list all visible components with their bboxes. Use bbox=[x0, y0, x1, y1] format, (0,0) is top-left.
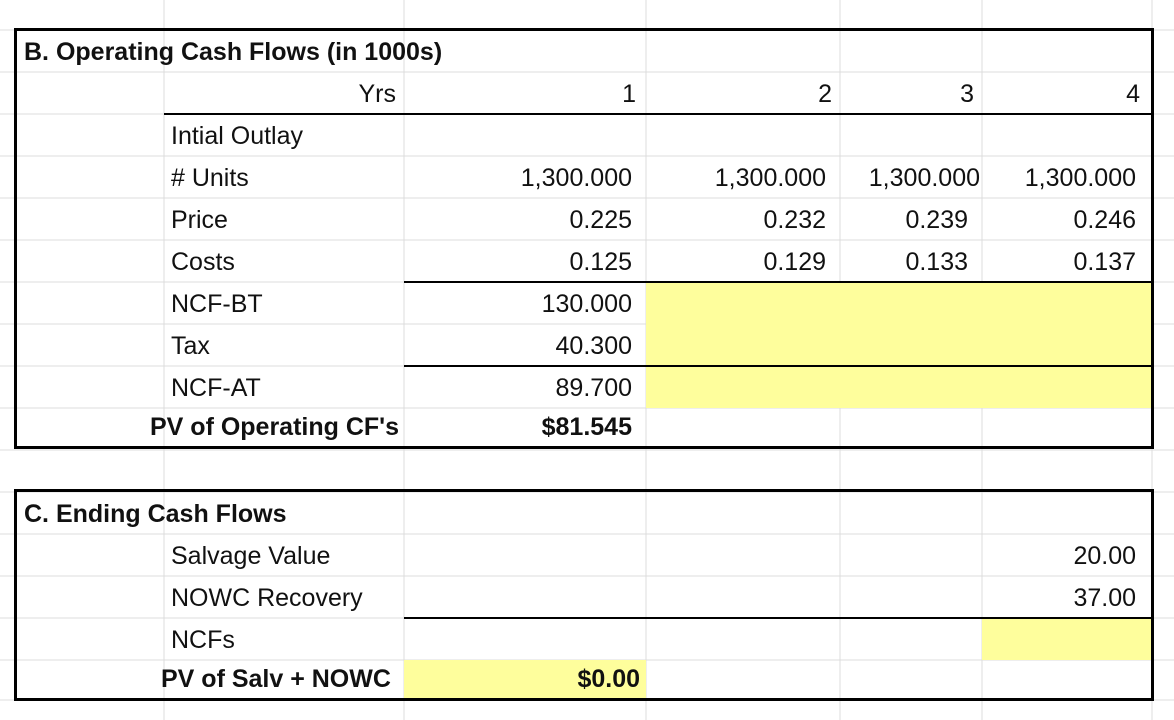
price-year-4[interactable]: 0.246 bbox=[1073, 206, 1136, 234]
row-label-price: Price bbox=[171, 206, 228, 234]
tax-year-1[interactable]: 40.300 bbox=[555, 332, 632, 360]
row-label-tax: Tax bbox=[171, 332, 210, 360]
row-label-ncfs: NCFs bbox=[171, 626, 235, 654]
units-year-3[interactable]: 1,300.000 bbox=[868, 164, 980, 192]
section-b-title: B. Operating Cash Flows (in 1000s) bbox=[24, 38, 443, 66]
row-label-nowc-recovery: NOWC Recovery bbox=[171, 584, 363, 612]
pv-operating-label: PV of Operating CF's bbox=[150, 413, 400, 441]
nowc-recovery-year-4[interactable]: 37.00 bbox=[1073, 584, 1136, 612]
units-year-4[interactable]: 1,300.000 bbox=[1024, 164, 1136, 192]
section-c-title: C. Ending Cash Flows bbox=[24, 500, 287, 528]
row-label-ncf-at: NCF-AT bbox=[171, 374, 261, 402]
ncf-bt-year-1[interactable]: 130.000 bbox=[541, 290, 632, 318]
year-header-1: 1 bbox=[622, 80, 636, 108]
salvage-value-year-4[interactable]: 20.00 bbox=[1073, 542, 1136, 570]
price-year-2[interactable]: 0.232 bbox=[763, 206, 826, 234]
pv-operating-value[interactable]: $81.545 bbox=[541, 413, 632, 441]
costs-year-2[interactable]: 0.129 bbox=[763, 248, 826, 276]
row-label-units: # Units bbox=[171, 164, 249, 192]
yrs-label: Yrs bbox=[358, 80, 396, 108]
units-year-2[interactable]: 1,300.000 bbox=[714, 164, 826, 192]
price-year-3[interactable]: 0.239 bbox=[905, 206, 968, 234]
row-label-salvage-value: Salvage Value bbox=[171, 542, 331, 570]
ncf-at-year-1[interactable]: 89.700 bbox=[555, 374, 632, 402]
year-header-2: 2 bbox=[818, 80, 832, 108]
row-label-costs: Costs bbox=[171, 248, 235, 276]
price-year-1[interactable]: 0.225 bbox=[569, 206, 632, 234]
row-label-initial-outlay: Intial Outlay bbox=[171, 122, 304, 150]
units-year-1[interactable]: 1,300.000 bbox=[520, 164, 632, 192]
row-label-ncf-bt: NCF-BT bbox=[171, 290, 263, 318]
costs-year-3[interactable]: 0.133 bbox=[905, 248, 968, 276]
costs-year-1[interactable]: 0.125 bbox=[569, 248, 632, 276]
costs-year-4[interactable]: 0.137 bbox=[1073, 248, 1136, 276]
pv-salv-nowc-label: PV of Salv + NOWC bbox=[161, 665, 391, 693]
year-header-3: 3 bbox=[960, 80, 974, 108]
year-header-4: 4 bbox=[1126, 80, 1140, 108]
pv-salv-nowc-value[interactable]: $0.00 bbox=[577, 665, 640, 693]
